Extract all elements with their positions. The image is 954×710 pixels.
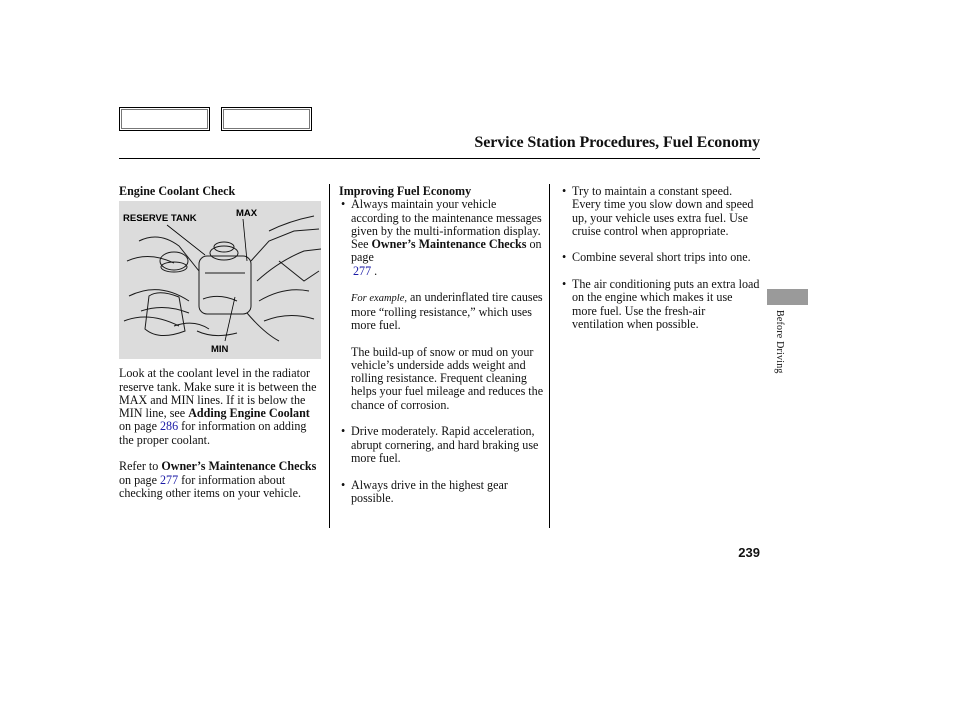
list-item: • Always drive in the highest gear possible. bbox=[339, 479, 545, 506]
page-link-286[interactable]: 286 bbox=[159, 419, 179, 434]
page-number: 239 bbox=[738, 545, 760, 560]
page-title: Service Station Procedures, Fuel Economy bbox=[474, 134, 760, 151]
maintenance-ref-paragraph: Refer to Owner’s Maintenance Checks on page 277 for information about checking other items on your vehicle. bbox=[119, 459, 317, 500]
list-item: • The air conditioning puts an extra load on the engine which makes it use more fuel. Use the fresh-air ventilation when possible. bbox=[560, 278, 760, 331]
nav-prev-button[interactable] bbox=[119, 107, 210, 131]
coolant-level-paragraph: Look at the coolant level in the radiator reserve tank. Make sure it is between the MAX and MIN lines. If it is below the MIN line, see Adding Engine Coolant on page 286 for information on adding the proper coolant. bbox=[119, 366, 317, 447]
column-divider bbox=[329, 184, 330, 528]
section-label: Before Driving bbox=[774, 310, 785, 374]
list-item: • Combine several short trips into one. bbox=[560, 251, 760, 264]
fuel-economy-column bbox=[339, 185, 545, 518]
coolant-check-heading: Engine Coolant Check bbox=[119, 184, 236, 198]
page-link-277[interactable]: 277 bbox=[353, 263, 372, 278]
column-divider bbox=[549, 184, 550, 528]
fuel-economy-heading: Improving Fuel Economy bbox=[339, 184, 472, 198]
section-tab bbox=[767, 289, 808, 305]
adding-engine-coolant-ref: Adding Engine Coolant bbox=[188, 406, 310, 421]
nav-next-button[interactable] bbox=[221, 107, 312, 131]
list-item: • Always maintain your vehicle according to the maintenance messages given by the multi-information display. See Owner’s Maintenance Checks on page 277 . bbox=[339, 198, 545, 278]
list-item: • Try to maintain a constant speed. Every time you slow down and speed up, your vehicle uses extra fuel. Use cruise control when appropriate. bbox=[560, 185, 760, 238]
owners-maintenance-checks-ref: Owner’s Maintenance Checks bbox=[161, 459, 317, 474]
reserve-tank-label: RESERVE TANK bbox=[123, 213, 197, 225]
underinflated-tire-paragraph: For example, an underinflated tire causes more “rolling resistance,” which uses more fuel. bbox=[351, 290, 543, 332]
snow-mud-paragraph: The build-up of snow or mud on your vehicle’s underside adds weight and rolling resistance. Frequent cleaning helps your fuel mileage and reduces the chance of corrosion. bbox=[351, 344, 544, 412]
min-label: MIN bbox=[211, 344, 229, 356]
page-link-277[interactable]: 277 bbox=[159, 472, 179, 487]
owners-maintenance-checks-ref: Owner’s Maintenance Checks bbox=[371, 237, 527, 252]
title-rule bbox=[119, 158, 760, 159]
list-item: • Drive moderately. Rapid acceleration, abrupt cornering, and hard braking use more fuel. bbox=[339, 425, 545, 465]
coolant-check-column bbox=[119, 185, 324, 514]
max-label: MAX bbox=[236, 208, 258, 220]
fuel-tips-column bbox=[560, 185, 760, 345]
coolant-reservoir-illustration bbox=[119, 201, 321, 359]
